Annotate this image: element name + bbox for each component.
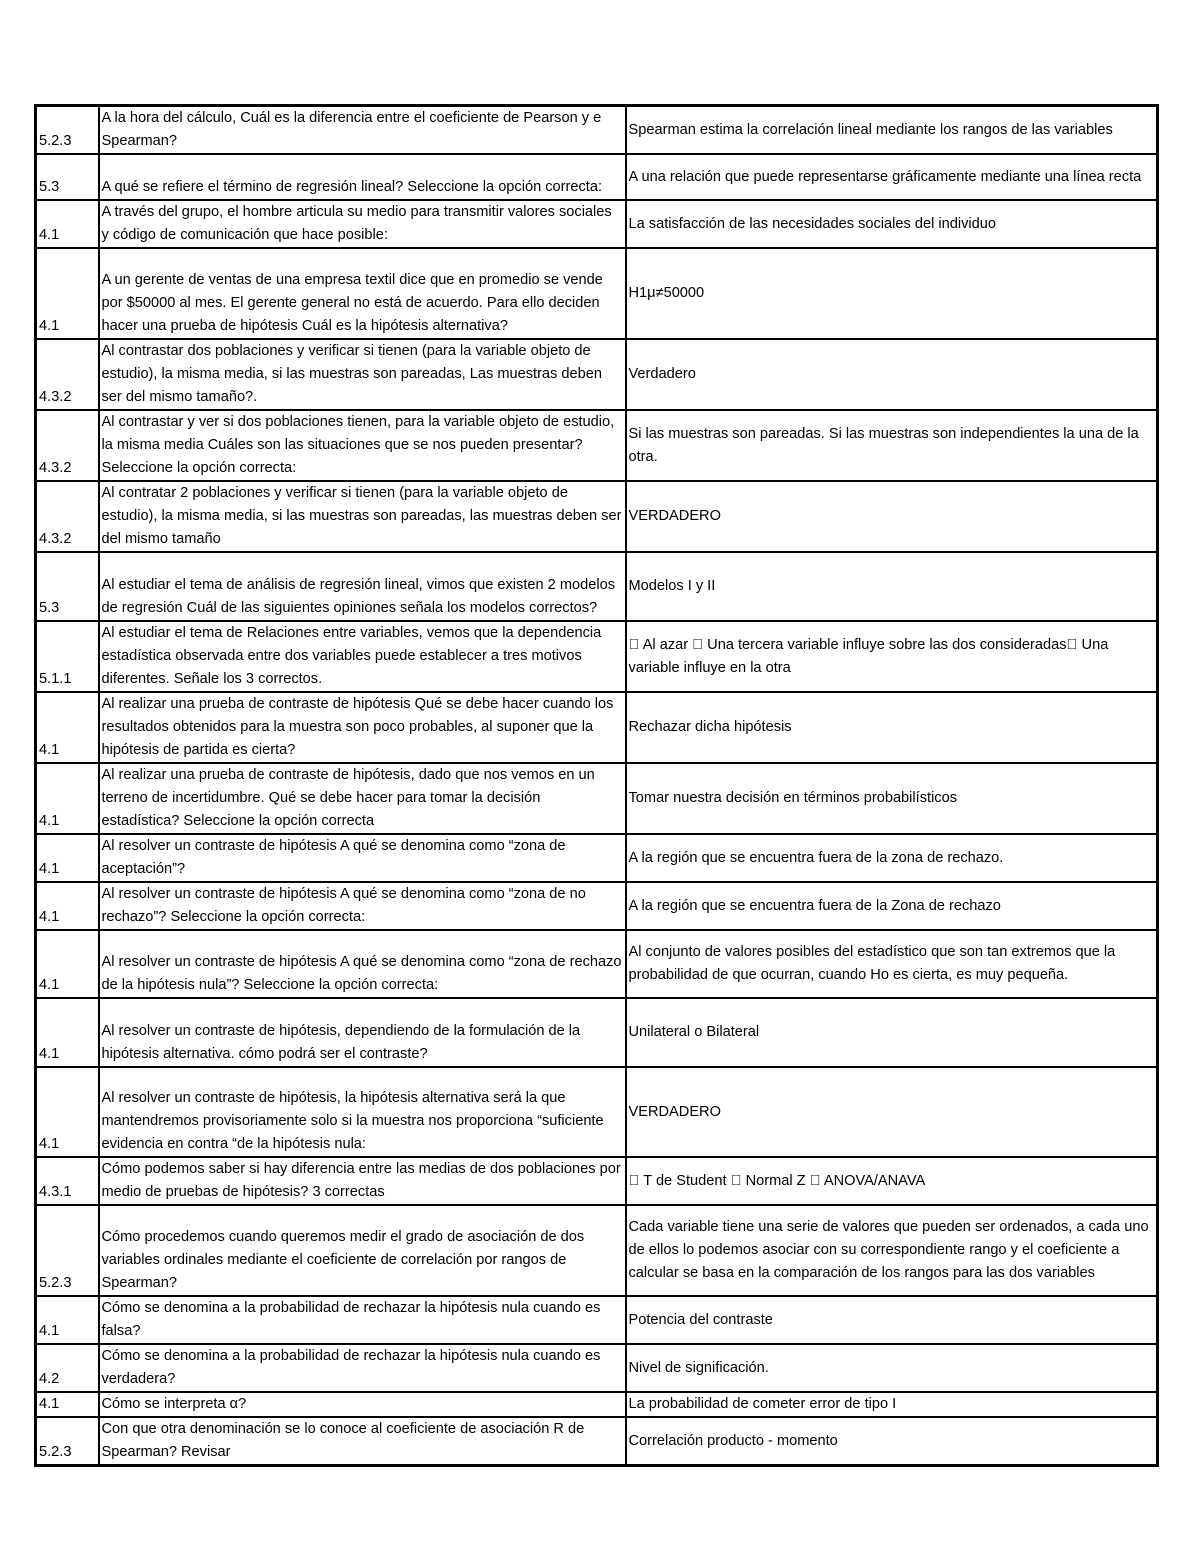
answer-cell:   T de Student   Normal Z   ANOVA/ANAVA	[626, 1157, 1158, 1205]
table-row	[36, 552, 1158, 621]
answer-cell: Modelos I y II	[626, 552, 1158, 621]
question-cell: Cómo se denomina a la probabilidad de rechazar la hipótesis nula cuando es falsa?	[99, 1296, 626, 1344]
section-cell: 5.2.3	[36, 106, 99, 155]
question-cell: Cómo se interpreta α?	[99, 1392, 626, 1417]
answer-cell: Rechazar dicha hipótesis	[626, 692, 1158, 763]
table-row	[36, 882, 1158, 930]
section-cell: 4.1	[36, 1296, 99, 1344]
answer-cell: VERDADERO	[626, 481, 1158, 552]
answer-cell: A la región que se encuentra fuera de la Zona de rechazo	[626, 882, 1158, 930]
question-cell: A través del grupo, el hombre articula su medio para transmitir valores sociales y código de comunicación que hace posible:	[99, 200, 626, 248]
question-cell: Al resolver un contraste de hipótesis, dependiendo de la formulación de la hipótesis alternativa. cómo podrá ser el contraste?	[99, 998, 626, 1067]
table-row	[36, 621, 1158, 692]
answer-cell: Al conjunto de valores posibles del estadístico que son tan extremos que la probabilidad de que ocurran, cuando Ho es cierta, es muy pequeña.	[626, 930, 1158, 998]
question-cell: Al contratar 2 poblaciones y verificar si tienen (para la variable objeto de estudio), la misma media, si las muestras son pareadas, las muestras deben ser del mismo tamaño	[99, 481, 626, 552]
question-cell: Al resolver un contraste de hipótesis A qué se denomina como “zona de rechazo de la hipótesis nula”? Seleccione la opción correcta:	[99, 930, 626, 998]
question-cell: Al realizar una prueba de contraste de hipótesis Qué se debe hacer cuando los resultados obtenidos para la muestra son poco probables, al suponer que la hipótesis de partida es cierta?	[99, 692, 626, 763]
table-row	[36, 200, 1158, 248]
table-row	[36, 339, 1158, 410]
table-body	[36, 106, 1158, 1466]
answer-cell: Spearman estima la correlación lineal mediante los rangos de las variables	[626, 106, 1158, 155]
question-cell: Cómo se denomina a la probabilidad de rechazar la hipótesis nula cuando es verdadera?	[99, 1344, 626, 1392]
question-answer-table	[34, 104, 1159, 1467]
question-cell: Al estudiar el tema de Relaciones entre variables, vemos que la dependencia estadística observada entre dos variables puede establecer a tres motivos diferentes. Señale los 3 correctos.	[99, 621, 626, 692]
question-cell: Al realizar una prueba de contraste de hipótesis, dado que nos vemos en un terreno de incertidumbre. Qué se debe hacer para tomar la decisión estadística? Seleccione la opción correcta	[99, 763, 626, 834]
table-row	[36, 1344, 1158, 1392]
table-row	[36, 1067, 1158, 1157]
question-cell: Al resolver un contraste de hipótesis A qué se denomina como “zona de no rechazo”? Seleccione la opción correcta:	[99, 882, 626, 930]
table-row	[36, 1205, 1158, 1296]
table-row	[36, 1157, 1158, 1205]
answer-cell: Potencia del contraste	[626, 1296, 1158, 1344]
answer-cell:   Al azar   Una tercera variable influye sobre las dos consideradas  Una variable influye en la otra	[626, 621, 1158, 692]
question-cell: Cómo podemos saber si hay diferencia entre las medias de dos poblaciones por medio de pruebas de hipótesis? 3 correctas	[99, 1157, 626, 1205]
section-cell: 4.2	[36, 1344, 99, 1392]
question-cell: A la hora del cálculo, Cuál es la diferencia entre el coeficiente de Pearson y e Spearman?	[99, 106, 626, 155]
section-cell: 4.1	[36, 1067, 99, 1157]
table-row	[36, 1296, 1158, 1344]
question-cell: Con que otra denominación se lo conoce al coeficiente de asociación R de Spearman? Revisar	[99, 1417, 626, 1466]
table-row	[36, 248, 1158, 339]
question-cell: Cómo procedemos cuando queremos medir el grado de asociación de dos variables ordinales mediante el coeficiente de correlación por rangos de Spearman?	[99, 1205, 626, 1296]
answer-cell: Unilateral o Bilateral	[626, 998, 1158, 1067]
question-cell: Al resolver un contraste de hipótesis A qué se denomina como “zona de aceptación”?	[99, 834, 626, 882]
answer-cell: Verdadero	[626, 339, 1158, 410]
table-row	[36, 410, 1158, 481]
section-cell: 4.1	[36, 692, 99, 763]
answer-cell: La satisfacción de las necesidades sociales del individuo	[626, 200, 1158, 248]
table-row	[36, 481, 1158, 552]
section-cell: 4.1	[36, 998, 99, 1067]
section-cell: 5.2.3	[36, 1417, 99, 1466]
question-cell: Al contrastar dos poblaciones y verificar si tienen (para la variable objeto de estudio), la misma media, si las muestras son pareadas, Las muestras deben ser del mismo tamaño?.	[99, 339, 626, 410]
answer-cell: La probabilidad de cometer error de tipo I	[626, 1392, 1158, 1417]
table-row	[36, 1417, 1158, 1466]
table-row	[36, 692, 1158, 763]
question-cell: A un gerente de ventas de una empresa textil dice que en promedio se vende por $50000 al mes. El gerente general no está de acuerdo. Para ello deciden hacer una prueba de hipótesis Cuál es la hipótesis alternativa?	[99, 248, 626, 339]
answer-cell: VERDADERO	[626, 1067, 1158, 1157]
section-cell: 4.3.2	[36, 410, 99, 481]
answer-cell: Cada variable tiene una serie de valores que pueden ser ordenados, a cada uno de ellos lo podemos asociar con su correspondiente rango y el coeficiente a calcular se basa en la comparación de los rangos para las dos variables	[626, 1205, 1158, 1296]
question-cell: A qué se refiere el término de regresión lineal? Seleccione la opción correcta:	[99, 154, 626, 200]
section-cell: 4.3.2	[36, 339, 99, 410]
section-cell: 5.1.1	[36, 621, 99, 692]
answer-cell: H1μ≠50000	[626, 248, 1158, 339]
table-row	[36, 106, 1158, 155]
section-cell: 5.2.3	[36, 1205, 99, 1296]
section-cell: 4.1	[36, 200, 99, 248]
table-row	[36, 930, 1158, 998]
answer-cell: Si las muestras son pareadas. Si las muestras son independientes la una de la otra.	[626, 410, 1158, 481]
answer-cell: A una relación que puede representarse gráficamente mediante una línea recta	[626, 154, 1158, 200]
table-row	[36, 1392, 1158, 1417]
section-cell: 4.1	[36, 763, 99, 834]
question-cell: Al estudiar el tema de análisis de regresión lineal, vimos que existen 2 modelos de regresión Cuál de las siguientes opiniones señala los modelos correctos?	[99, 552, 626, 621]
question-cell: Al contrastar y ver si dos poblaciones tienen, para la variable objeto de estudio, la misma media Cuáles son las situaciones que se nos pueden presentar? Seleccione la opción correcta:	[99, 410, 626, 481]
section-cell: 4.3.2	[36, 481, 99, 552]
section-cell: 4.1	[36, 930, 99, 998]
question-cell: Al resolver un contraste de hipótesis, la hipótesis alternativa será la que mantendremos provisoriamente solo si la muestra nos proporciona “suficiente evidencia en contra “de la hipótesis nula:	[99, 1067, 626, 1157]
section-cell: 4.1	[36, 882, 99, 930]
section-cell: 4.1	[36, 248, 99, 339]
section-cell: 5.3	[36, 154, 99, 200]
answer-cell: Correlación producto - momento	[626, 1417, 1158, 1466]
table-row	[36, 154, 1158, 200]
table-row	[36, 834, 1158, 882]
answer-cell: Tomar nuestra decisión en términos probabilísticos	[626, 763, 1158, 834]
answer-cell: A la región que se encuentra fuera de la zona de rechazo.	[626, 834, 1158, 882]
table-row	[36, 763, 1158, 834]
table-row	[36, 998, 1158, 1067]
section-cell: 4.3.1	[36, 1157, 99, 1205]
section-cell: 4.1	[36, 1392, 99, 1417]
section-cell: 4.1	[36, 834, 99, 882]
section-cell: 5.3	[36, 552, 99, 621]
answer-cell: Nivel de significación.	[626, 1344, 1158, 1392]
